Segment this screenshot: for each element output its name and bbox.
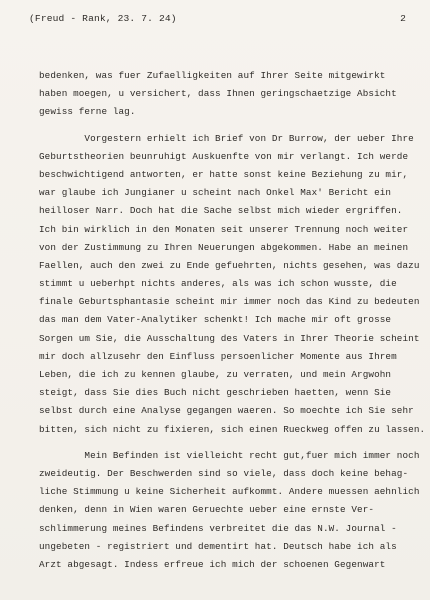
text-line: stimmt u ueberhpt nichts anderes, als was ich schon wusste, die [39,278,397,290]
paragraph [39,67,423,122]
text-line: Ich bin wirklich in den Monaten seit unserer Trennung noch weiter [39,223,409,235]
text-line: Leben, die ich zu kennen glaube, zu verraten, und mein Argwohn [39,369,392,380]
text-line: Faellen, auch den zwei zu Ende gefuehrten, nichts gesehen, was dazu [39,259,420,271]
text-line: bedenken, was fuer Zufaelligkeiten auf Ihrer Seite mitgewirkt [39,70,386,81]
text-line: bitten, sich nicht zu fixieren, sich einen Rueckweg offen zu lassen. [39,423,426,435]
text-line: das man dem Vater-Analytiker schenkt! Ich mache mir oft grosse [39,314,392,326]
text-line: heilloser Narr. Doch hat die Sache selbst mich wieder ergriffen. [39,205,403,217]
text-line: Mein Befinden ist vielleicht recht gut,fuer mich immer noch [39,449,420,461]
paragraph [39,130,426,439]
page-number: 2 [400,13,406,24]
page-header [29,13,406,27]
text-line: denken, denn in Wien waren Geruechte ueber eine ernste Ver- [39,504,375,516]
text-line: selbst durch eine Analyse gegangen waeren. So moechte ich Sie sehr [39,405,414,417]
letter-body [39,67,426,574]
text-line: von der Zustimmung zu Ihren Neuerungen abgekommen. Habe an meinen [39,241,409,253]
text-line: schlimmerung meines Befindens verbreitet die das N.W. Journal - [39,522,397,534]
text-line: finale Geburtsphantasie scheint mir immer noch das Kind zu bedeuten [39,296,420,308]
text-line: Vorgestern erhielt ich Brief von Dr Burrow, der ueber Ihre [39,132,414,144]
paragraph-gap [39,439,423,447]
text-line: war glaube ich Jungianer u scheint nach Onkel Max' Bericht ein [39,187,392,199]
text-line: beschwichtigend antworten, er hatte sonst keine Beziehung zu mir, [39,168,409,180]
text-line: Geburtstheorien beunruhigt Auskuenfte von mir verlangt. Ich werde [39,150,409,162]
text-line: liche Stimmung u keine Sicherheit aufkommt. Andere muessen aehnlich [39,486,420,498]
text-line: steigt, dass Sie dies Buch nicht geschrieben haetten, wenn Sie [39,387,392,399]
text-line: Sorgen um Sie, die Ausschaltung des Vaters in Ihrer Theorie scheint [39,332,420,344]
text-line: mir doch allzusehr den Einfluss persoenlicher Momente aus Ihrem [39,350,397,362]
paragraph-gap [39,122,423,130]
text-line: ungebeten - registriert und dementirt hat. Deutsch habe ich als [39,540,397,552]
letter-reference: (Freud - Rank, 23. 7. 24) [29,13,177,24]
text-line: zweideutig. Der Beschwerden sind so viele, dass doch keine behag- [39,467,409,479]
text-line: haben moegen, u versichert, dass Ihnen geringschaetzige Absicht [39,88,397,100]
text-line: Arzt abgesagt. Indess erfreue ich mich der schoenen Gegenwart [39,558,386,570]
text-line: gewiss ferne lag. [39,106,136,118]
paragraph [39,447,423,574]
